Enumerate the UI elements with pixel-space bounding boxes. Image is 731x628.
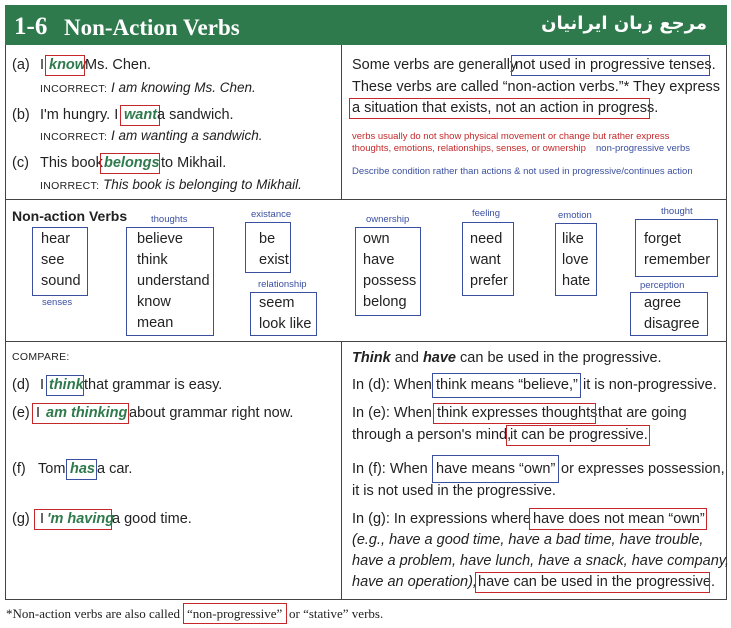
- explain-f-post: or expresses possession,: [561, 461, 725, 477]
- explanation-line3: a situation that exists, not an action in progress.: [352, 100, 659, 116]
- verb-word: be: [259, 231, 276, 247]
- compare-f-label: (f): [12, 461, 26, 477]
- group-tag: relationship: [258, 279, 307, 290]
- verb-word: agree: [644, 295, 682, 311]
- verb-word: want: [470, 252, 501, 268]
- explain-g-line4-box: have can be used in the progressive.: [478, 574, 715, 590]
- compare-e-label: (e): [12, 405, 30, 421]
- highlight-box: [66, 459, 97, 480]
- highlight-box: [432, 455, 559, 483]
- group-thought: [644, 229, 710, 271]
- highlight-box: [32, 403, 129, 424]
- highlight-box: [100, 153, 160, 174]
- incorrect-label: INCORRECT:: [40, 83, 108, 95]
- explain-g-pre: In (g): In expressions where: [352, 511, 531, 527]
- highlight-box: [506, 425, 650, 446]
- explain-e-pre: In (e): When: [352, 405, 432, 421]
- verb-word: look like: [259, 316, 312, 332]
- group-tag: thoughts: [151, 214, 188, 225]
- footnote-pre: *Non-action verbs are also called: [6, 606, 180, 621]
- compare-g-label: (g): [12, 511, 30, 527]
- verb-word: belong: [363, 294, 407, 310]
- verb-word: exist: [259, 252, 289, 268]
- compare-d-label: (d): [12, 377, 30, 393]
- compare-g-post: a good time.: [112, 511, 192, 527]
- compare-intro: [352, 350, 662, 366]
- verb-word: think: [137, 252, 168, 268]
- compare-label: COMPARE:: [12, 351, 70, 363]
- verb-word: prefer: [470, 273, 508, 289]
- intro-think: Think: [352, 350, 391, 366]
- compare-f-pre: Tom: [38, 461, 66, 477]
- verb-word: understand: [137, 273, 210, 289]
- example-label: (c): [12, 155, 29, 171]
- example-pre: I: [40, 57, 45, 73]
- incorrect-text: I am wanting a sandwich.: [110, 128, 263, 143]
- example-post: a sandwich.: [157, 107, 234, 123]
- compare-f-post: a car.: [97, 461, 133, 477]
- group-existance: [259, 229, 289, 271]
- explanation-line2: These verbs are called “non-action verbs.”* They express: [352, 79, 721, 95]
- verb-having: 'm having: [47, 511, 115, 527]
- highlight-box: [529, 508, 707, 530]
- verb-word: know: [137, 294, 171, 310]
- group-tag: emotion: [558, 210, 592, 221]
- explanation-boxed-phrase: not used in progressive tenses.: [515, 57, 716, 73]
- example-label: (a): [12, 57, 30, 73]
- verb-word: need: [470, 231, 503, 247]
- incorrect-text: This book is belonging to Mikhail.: [103, 177, 302, 192]
- compare-e-pre: I: [36, 405, 41, 421]
- verb-word: love: [562, 252, 589, 268]
- group-thoughts: [137, 229, 210, 334]
- note-blue: Describe condition rather than actions & not used in progressive/continues action: [352, 166, 693, 177]
- note-blue-inline: non-progressive verbs: [596, 143, 690, 154]
- group-tag: feeling: [472, 208, 500, 219]
- example-post: Ms. Chen.: [85, 57, 152, 73]
- highlight-box: [511, 55, 710, 76]
- verb-think: think: [49, 377, 84, 393]
- verb-word: disagree: [644, 316, 700, 332]
- explain-g-box: have does not mean “own”: [533, 511, 705, 527]
- example-pre: I'm hungry. I: [40, 107, 119, 123]
- divider-col-bottom: [341, 341, 342, 599]
- group-tag: senses: [42, 297, 73, 308]
- group-tag: perception: [640, 280, 685, 291]
- incorrect-label: INCORRECT:: [40, 131, 108, 143]
- example-label: (b): [12, 107, 30, 123]
- group-senses: [41, 229, 81, 292]
- verb-word: mean: [137, 315, 174, 331]
- verb-list-heading: Non-action Verbs: [12, 208, 128, 224]
- right-border: [726, 45, 727, 600]
- explain-f-pre: In (f): When: [352, 461, 428, 477]
- explain-e-line2: through a person's mind,: [352, 427, 512, 443]
- explain-g-line3: have a problem, have lunch, have a snack, have company,: [352, 553, 729, 569]
- divider-top: [5, 199, 727, 200]
- highlight-box: [46, 375, 84, 396]
- verb-word: possess: [363, 273, 417, 289]
- group-feeling: [470, 229, 508, 292]
- explain-f-line2: it is not used in the progressive.: [352, 483, 556, 499]
- highlight-box: [475, 572, 710, 593]
- incorrect-text: I am knowing Ms. Chen.: [110, 80, 256, 95]
- group-tag: existance: [251, 209, 292, 220]
- highlight-box: [34, 509, 115, 530]
- left-border: [5, 45, 6, 600]
- explanation-line1: Some verbs are generally: [352, 57, 518, 73]
- group-relationship: [259, 293, 311, 335]
- group-emotion: [562, 229, 590, 292]
- persian-title: مرجع زبان ایرانیان: [541, 13, 707, 34]
- explain-e-post: that are going: [598, 405, 687, 421]
- verb-word: remember: [644, 252, 711, 268]
- note-red: verbs usually do not show physical movement or change but rather express thoughts, emotions, relationships, senses, or ownership: [352, 131, 670, 154]
- incorrect-label: INORRECT:: [40, 180, 100, 192]
- explain-d-post: it is non-progressive.: [583, 377, 717, 393]
- verb-word: own: [363, 231, 390, 247]
- example-pre: This book: [40, 155, 103, 171]
- highlight-box: [120, 105, 160, 126]
- highlight-box: [45, 55, 85, 76]
- verb-belongs: belongs: [104, 155, 160, 171]
- divider-col-top: [341, 45, 342, 200]
- verb-word: see: [41, 252, 65, 268]
- chart-number: 1-6: [14, 13, 48, 40]
- explain-g-line4: have an operation),: [352, 574, 477, 590]
- example-post: to Mikhail.: [161, 155, 227, 171]
- intro-and: and: [394, 350, 419, 366]
- compare-e-post: about grammar right now.: [129, 405, 294, 421]
- compare-g-pre: I: [40, 511, 45, 527]
- group-tag: thought: [661, 206, 693, 217]
- verb-word: have: [363, 252, 395, 268]
- footnote-post: or “stative” verbs.: [289, 606, 384, 621]
- verb-am-thinking: am thinking: [46, 405, 128, 421]
- verb-word: hear: [41, 231, 71, 247]
- highlight-box: [349, 98, 650, 119]
- page-title: Non-Action Verbs: [64, 15, 240, 40]
- verb-want: want: [124, 107, 158, 123]
- verb-word: forget: [644, 231, 682, 247]
- intro-rest: can be used in the progressive.: [460, 350, 662, 366]
- footnote-box: “non-progressive”: [187, 606, 283, 621]
- verb-word: sound: [41, 273, 81, 289]
- verb-word: hate: [562, 273, 591, 289]
- divider-compare: [5, 341, 727, 342]
- group-perception: [644, 293, 700, 335]
- explain-f-box: have means “own”: [436, 461, 556, 477]
- compare-d-pre: I: [40, 377, 45, 393]
- explain-g-line2: (e.g., have a good time, have a bad time, have trouble,: [352, 532, 704, 548]
- verb-word: believe: [137, 231, 183, 247]
- highlight-box: [433, 403, 596, 424]
- explain-e-box: think expresses thoughts: [437, 405, 598, 421]
- bottom-border: [5, 599, 727, 600]
- verb-has: has: [70, 461, 95, 477]
- group-ownership: [363, 229, 416, 313]
- compare-d-post: that grammar is easy.: [84, 377, 223, 393]
- verb-word: like: [562, 231, 584, 247]
- highlight-box: [432, 373, 581, 398]
- explain-e-line2-box: it can be progressive.: [510, 427, 648, 443]
- intro-have: have: [422, 350, 456, 366]
- verb-know: know: [49, 57, 87, 73]
- highlight-box: [183, 603, 287, 624]
- verb-word: seem: [259, 295, 295, 311]
- group-tag: ownership: [366, 214, 410, 225]
- explain-d-pre: In (d): When: [352, 377, 432, 393]
- explain-d-box: think means “believe,”: [436, 377, 578, 393]
